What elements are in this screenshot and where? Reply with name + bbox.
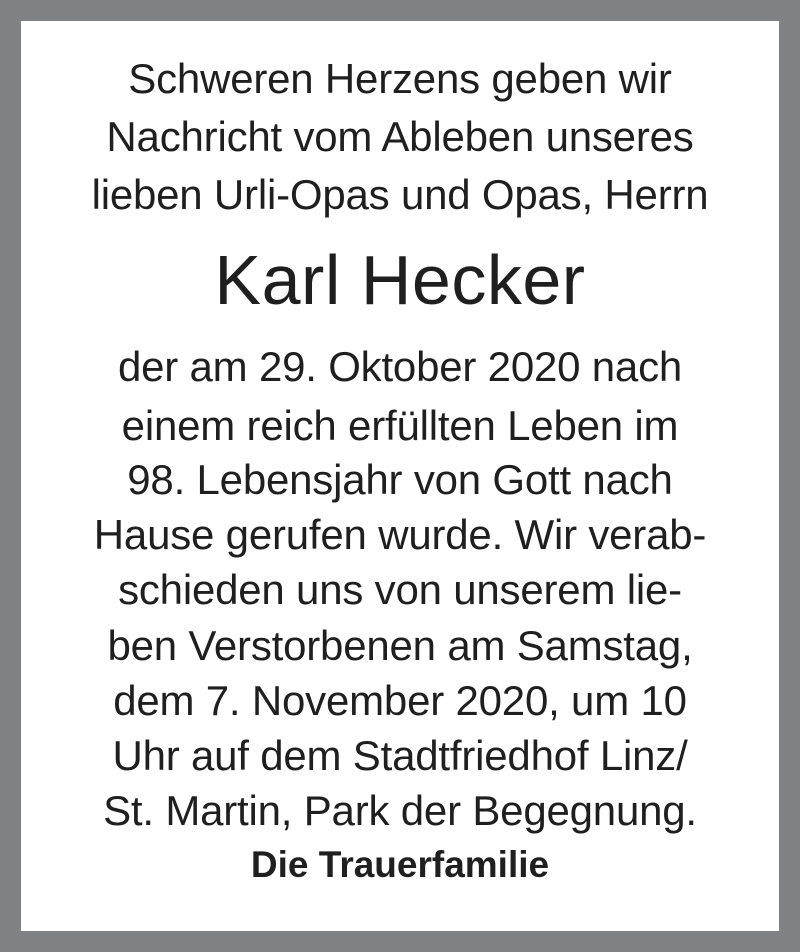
deceased-name: Karl Hecker [214,241,586,319]
body-line: einem reich erfüllten Leben im [121,402,679,449]
intro-line: lieben Urli-Opas und Opas, Herrn [91,171,709,218]
signature: Die Trauerfamilie [250,844,550,885]
body-line: der am 29. Oktober 2020 nach [117,343,683,390]
body-line: schieden uns von unserem lie- [118,566,682,613]
intro-line: Schweren Herzens geben wir [128,55,672,102]
obituary-notice [21,21,779,931]
body-line: St. Martin, Park der Begegnung. [103,787,697,834]
body-line: Hause gerufen wurde. Wir verab- [93,511,707,558]
body-line: ben Verstorbenen am Samstag, [107,622,693,669]
body-line: Uhr auf dem Stadtfriedhof Linz/ [112,732,688,779]
intro-line: Nachricht vom Ableben unseres [106,113,694,160]
body-line: dem 7. November 2020, um 10 [113,677,687,724]
body-line: 98. Lebensjahr von Gott nach [127,456,673,503]
